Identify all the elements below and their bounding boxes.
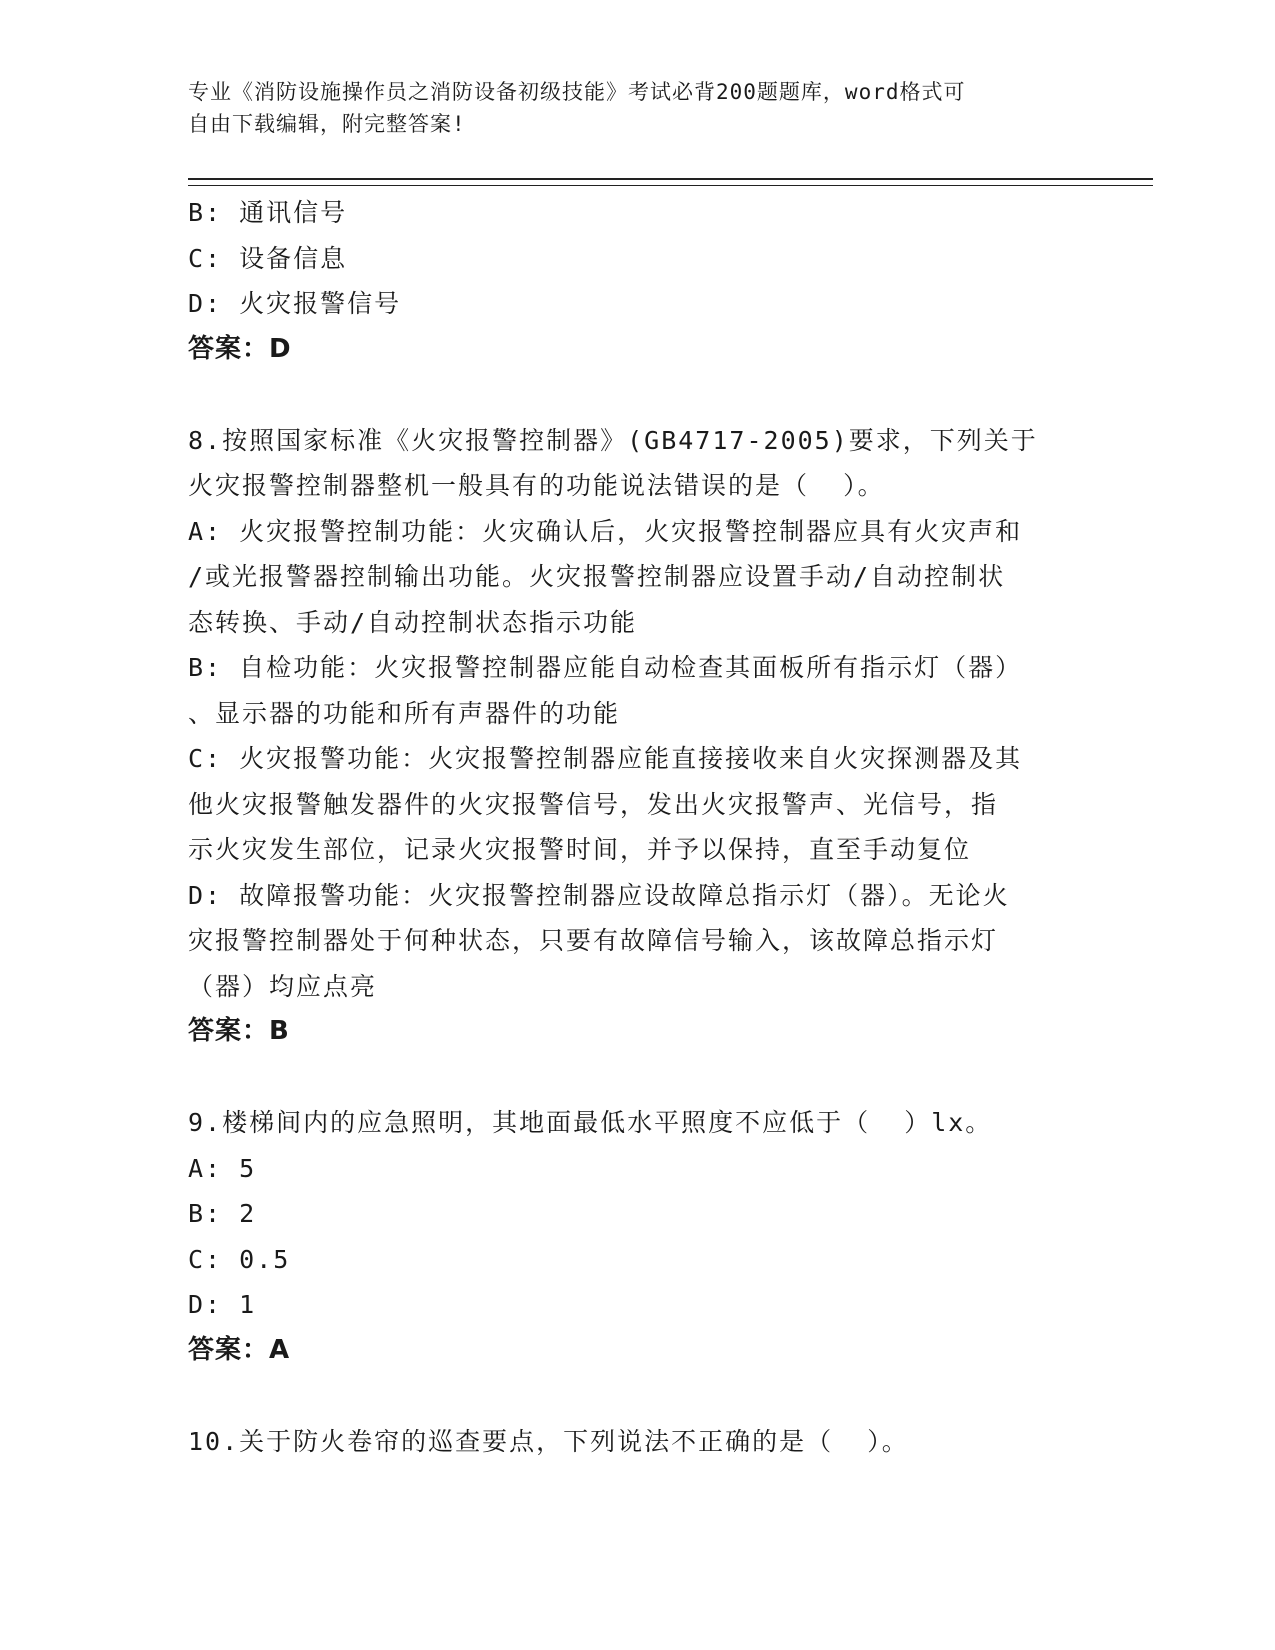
- q9-option-c: C: 0.5: [188, 1244, 291, 1274]
- header-line-1: 专业《消防设施操作员之消防设备初级技能》考试必背200题题库，word格式可: [188, 80, 966, 104]
- q8-option-d-3: （器）均应点亮: [188, 971, 378, 1001]
- spacer: [188, 1055, 1078, 1101]
- q8-option-a-2: /或光报警器控制输出功能。火灾报警控制器应设置手动/自动控制状: [188, 562, 1006, 591]
- header-divider: [188, 178, 1153, 186]
- question-7-tail: [188, 190, 1078, 372]
- q7-answer: 答案：D: [188, 333, 292, 364]
- page-header: [188, 76, 1068, 140]
- q8-option-a-1: A: 火灾报警控制功能：火灾确认后，火灾报警控制器应具有火灾声和: [188, 516, 1023, 546]
- header-line-2: 自由下载编辑，附完整答案!: [188, 112, 466, 136]
- question-10: [188, 1419, 1078, 1465]
- q9-option-d: D: 1: [188, 1290, 257, 1319]
- q9-answer: 答案：A: [188, 1334, 291, 1365]
- q7-option-b: B: 通讯信号: [188, 198, 348, 227]
- q9-option-b: B: 2: [188, 1199, 257, 1228]
- q8-option-a-3: 态转换、手动/自动控制状态指示功能: [188, 607, 638, 637]
- q7-option-d: D: 火灾报警信号: [188, 289, 402, 318]
- spacer: [188, 1373, 1078, 1419]
- q9-stem: 9.楼梯间内的应急照明，其地面最低水平照度不应低于（ ）lx。: [188, 1108, 993, 1137]
- q8-option-d-1: D: 故障报警功能：火灾报警控制器应设故障总指示灯（器）。无论火: [188, 880, 1010, 910]
- question-9: [188, 1100, 1078, 1373]
- q8-stem-1: 8.按照国家标准《火灾报警控制器》(GB4717-2005)要求，下列关于: [188, 425, 1038, 455]
- q9-option-a: A: 5: [188, 1153, 257, 1183]
- q10-stem: 10.关于防火卷帘的巡查要点，下列说法不正确的是（ ）。: [188, 1426, 909, 1456]
- document-body: [188, 190, 1078, 1464]
- q8-stem-2: 火灾报警控制器整机一般具有的功能说法错误的是（ ）。: [188, 471, 885, 500]
- q8-option-d-2: 灾报警控制器处于何种状态，只要有故障信号输入，该故障总指示灯: [188, 926, 999, 955]
- question-8: [188, 418, 1078, 1055]
- q8-option-c-3: 示火灾发生部位，记录火灾报警时间，并予以保持，直至手动复位: [188, 835, 972, 864]
- q8-option-c-1: C: 火灾报警功能：火灾报警控制器应能直接接收来自火灾探测器及其: [188, 744, 1023, 773]
- q8-answer: 答案：B: [188, 1016, 290, 1046]
- q7-option-c: C: 设备信息: [188, 243, 348, 273]
- q8-option-c-2: 他火灾报警触发器件的火灾报警信号，发出火灾报警声、光信号，指: [188, 789, 999, 819]
- q8-option-b-1: B: 自检功能：火灾报警控制器应能自动检查其面板所有指示灯（器）: [188, 653, 1023, 682]
- spacer: [188, 372, 1078, 418]
- q8-option-b-2: 、显示器的功能和所有声器件的功能: [188, 698, 621, 728]
